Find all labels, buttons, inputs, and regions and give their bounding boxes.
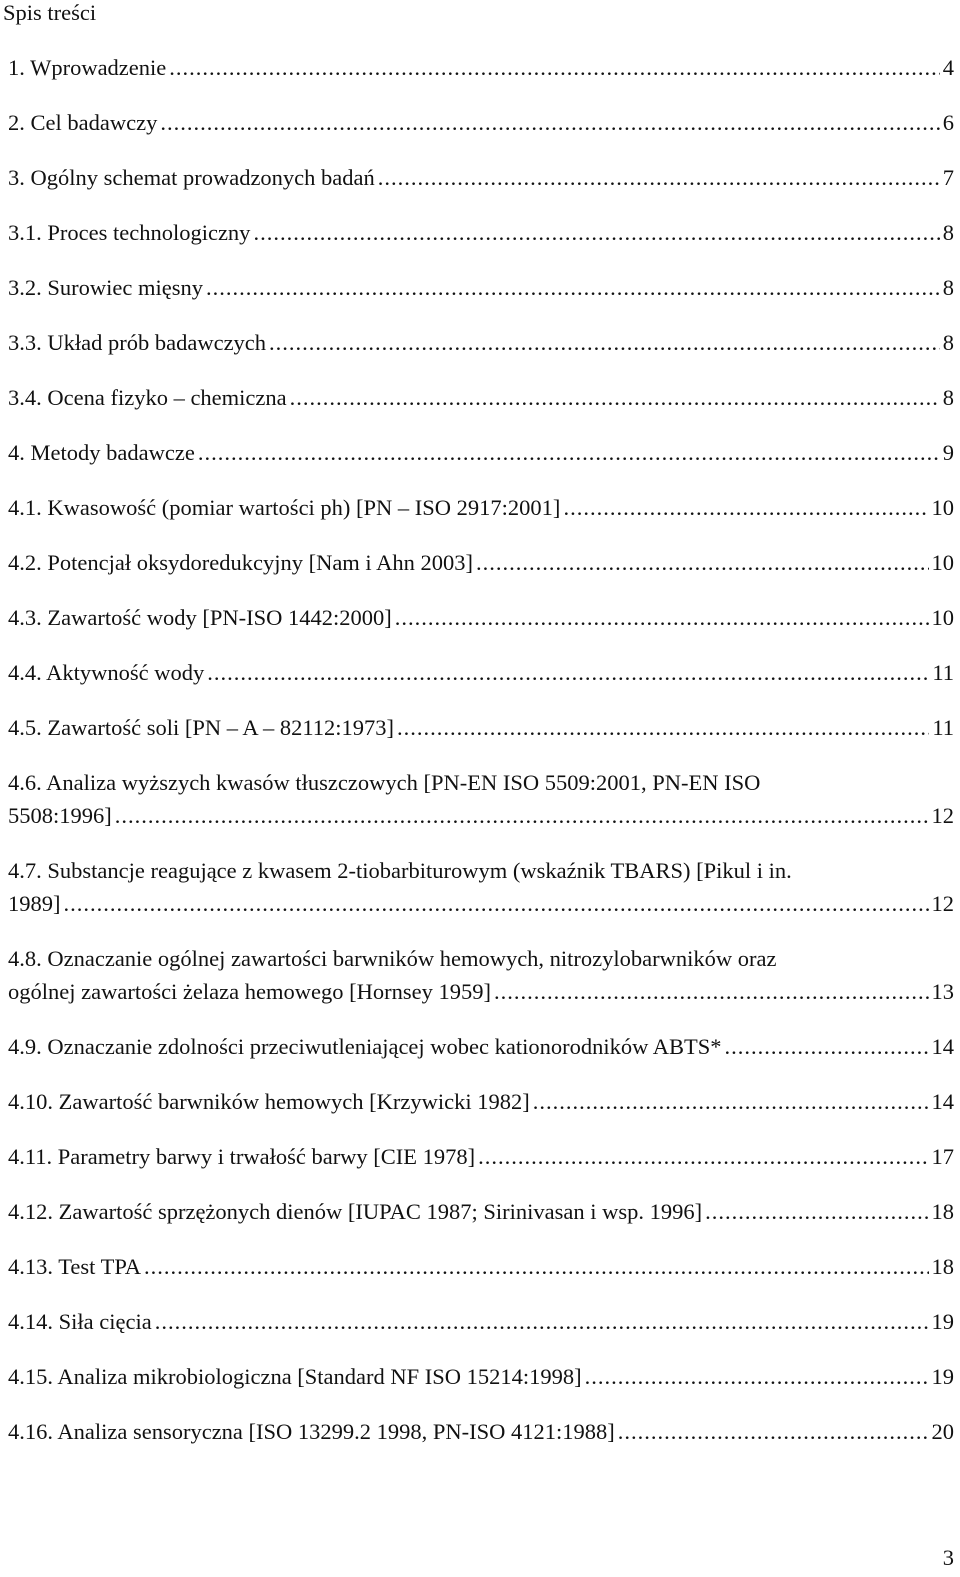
toc-entry-title: 4.11. Parametry barwy i trwałość barwy [CIE 1978] (8, 1144, 476, 1169)
toc-entry[interactable] (8, 491, 954, 524)
toc-entry[interactable] (8, 51, 954, 84)
toc-entry-page: 12 (931, 891, 954, 916)
toc-entry-title: 4. Metody badawcze (8, 440, 195, 465)
toc-entry-line (8, 1250, 954, 1283)
toc-entry-line (8, 491, 954, 524)
toc-list (8, 51, 954, 1470)
toc-heading: Spis treści (3, 0, 97, 25)
toc-entry[interactable] (8, 271, 954, 304)
toc-entry-title-line: 4.6. Analiza wyższych kwasów tłuszczowych [PN-EN ISO 5509:2001, PN-EN ISO (8, 770, 761, 795)
toc-entry-title: 4.12. Zawartość sprzężonych dienów [IUPAC 1987; Sirinivasan i wsp. 1996] (8, 1199, 703, 1224)
toc-entry-page: 10 (931, 550, 954, 575)
toc-entry-title: 4.9. Oznaczanie zdolności przeciwutleniającej wobec kationorodników ABTS* (8, 1034, 722, 1059)
toc-entry-title: 4.13. Test TPA (8, 1254, 142, 1279)
toc-entry-page: 13 (931, 979, 954, 1004)
toc-entry-line (8, 381, 954, 414)
toc-entry-line (8, 1195, 954, 1228)
toc-dot-leader (160, 106, 939, 139)
toc-entry[interactable] (8, 1415, 954, 1448)
toc-entry-page: 8 (942, 275, 954, 300)
toc-dot-leader (253, 216, 939, 249)
toc-entry-line (8, 161, 954, 194)
toc-entry-page: 20 (931, 1419, 954, 1444)
toc-entry-line (8, 216, 954, 249)
toc-entry-page: 11 (932, 660, 954, 685)
toc-entry-page: 4 (942, 55, 954, 80)
toc-entry-line (8, 51, 954, 84)
toc-entry-line (8, 271, 954, 304)
toc-entry-title: 3.4. Ocena fizyko – chemiczna (8, 385, 287, 410)
toc-entry-line (8, 546, 954, 579)
toc-entry-page: 19 (931, 1364, 954, 1389)
toc-entry[interactable] (8, 546, 954, 579)
toc-entry-line (8, 436, 954, 469)
toc-entry-page: 8 (942, 220, 954, 245)
toc-entry-page: 12 (931, 803, 954, 828)
toc-entry[interactable] (8, 1195, 954, 1228)
toc-entry-line (8, 1360, 954, 1393)
toc-entry-title: 3.1. Proces technologiczny (8, 220, 251, 245)
toc-dot-leader (725, 1030, 929, 1063)
toc-entry-title: 1989] (8, 891, 61, 916)
toc-dot-leader (144, 1250, 928, 1283)
toc-dot-leader (269, 326, 940, 359)
toc-entry-line (8, 975, 954, 1008)
toc-dot-leader (198, 436, 940, 469)
toc-entry[interactable] (8, 1085, 954, 1118)
toc-entry-title: 4.3. Zawartość wody [PN-ISO 1442:2000] (8, 605, 392, 630)
toc-entry[interactable] (8, 1030, 954, 1063)
toc-entry-title: 4.5. Zawartość soli [PN – A – 82112:1973] (8, 715, 395, 740)
toc-entry-line (8, 887, 954, 920)
page-number: 3 (942, 1545, 954, 1570)
toc-dot-leader (563, 491, 928, 524)
toc-entry-line (8, 799, 954, 832)
toc-entry-title: 4.1. Kwasowość (pomiar wartości ph) [PN – ISO 2917:2001] (8, 495, 561, 520)
toc-dot-leader (705, 1195, 928, 1228)
toc-entry-title: 4.16. Analiza sensoryczna [ISO 13299.2 1998, PN-ISO 4121:1988] (8, 1419, 615, 1444)
toc-entry[interactable] (8, 601, 954, 634)
toc-entry-page: 19 (931, 1309, 954, 1334)
toc-entry[interactable] (8, 1360, 954, 1393)
toc-entry-line (8, 1305, 954, 1338)
toc-dot-leader (533, 1085, 929, 1118)
toc-entry-page: 8 (942, 385, 954, 410)
toc-dot-leader (476, 546, 929, 579)
toc-entry-line (8, 711, 954, 744)
toc-entry-title-line: 4.8. Oznaczanie ogólnej zawartości barwników hemowych, nitrozylobarwników oraz (8, 946, 777, 971)
toc-entry-title: 3.2. Surowiec mięsny (8, 275, 203, 300)
toc-entry[interactable] (8, 381, 954, 414)
toc-entry-page: 18 (931, 1199, 954, 1224)
toc-entry[interactable] (8, 326, 954, 359)
toc-entry[interactable] (8, 854, 954, 920)
toc-entry-page: 8 (942, 330, 954, 355)
toc-entry-title: ogólnej zawartości żelaza hemowego [Hornsey 1959] (8, 979, 491, 1004)
toc-entry[interactable] (8, 436, 954, 469)
toc-entry-title: 4.2. Potencjał oksydoredukcyjny [Nam i Ahn 2003] (8, 550, 473, 575)
toc-entry[interactable] (8, 1140, 954, 1173)
toc-dot-leader (207, 656, 929, 689)
toc-entry-page: 17 (931, 1144, 954, 1169)
toc-entry-page: 10 (931, 605, 954, 630)
toc-entry-page: 18 (931, 1254, 954, 1279)
toc-dot-leader (618, 1415, 929, 1448)
toc-entry-line (8, 1030, 954, 1063)
toc-dot-leader (290, 381, 940, 414)
toc-entry-page: 6 (942, 110, 954, 135)
toc-entry-page: 11 (932, 715, 954, 740)
toc-entry[interactable] (8, 1250, 954, 1283)
toc-dot-leader (155, 1305, 929, 1338)
toc-entry-title: 1. Wprowadzenie (8, 55, 167, 80)
toc-entry-title: 4.10. Zawartość barwników hemowych [Krzywicki 1982] (8, 1089, 530, 1114)
toc-dot-leader (494, 975, 929, 1008)
toc-entry[interactable] (8, 216, 954, 249)
toc-dot-leader (585, 1360, 929, 1393)
toc-entry-page: 7 (942, 165, 954, 190)
toc-entry-title: 4.14. Siła cięcia (8, 1309, 152, 1334)
toc-entry[interactable] (8, 656, 954, 689)
toc-entry-page: 10 (931, 495, 954, 520)
toc-entry-line (8, 1140, 954, 1173)
toc-entry-title: 4.4. Aktywność wody (8, 660, 205, 685)
toc-entry[interactable] (8, 161, 954, 194)
toc-dot-leader (115, 799, 929, 832)
toc-dot-leader (478, 1140, 928, 1173)
toc-entry[interactable] (8, 942, 954, 1008)
toc-entry-title: 4.15. Analiza mikrobiologiczna [Standard NF ISO 15214:1998] (8, 1364, 582, 1389)
toc-entry[interactable] (8, 1305, 954, 1338)
toc-entry[interactable] (8, 766, 954, 832)
toc-entry-line (8, 1085, 954, 1118)
toc-entry-title: 5508:1996] (8, 803, 112, 828)
toc-entry-page: 14 (931, 1089, 954, 1114)
toc-entry-line (8, 656, 954, 689)
toc-dot-leader (397, 711, 929, 744)
toc-dot-leader (378, 161, 940, 194)
toc-entry-title: 3.3. Układ prób badawczych (8, 330, 267, 355)
toc-entry-line (8, 106, 954, 139)
toc-dot-leader (64, 887, 929, 920)
toc-dot-leader (395, 601, 929, 634)
toc-entry[interactable] (8, 106, 954, 139)
toc-entry-title-line: 4.7. Substancje reagujące z kwasem 2-tiobarbiturowym (wskaźnik TBARS) [Pikul i in. (8, 858, 792, 883)
toc-dot-leader (206, 271, 940, 304)
toc-entry-line (8, 601, 954, 634)
toc-entry-page: 9 (942, 440, 954, 465)
toc-entry-title: 2. Cel badawczy (8, 110, 158, 135)
toc-entry-title: 3. Ogólny schemat prowadzonych badań (8, 165, 375, 190)
toc-dot-leader (169, 51, 939, 84)
toc-entry-line (8, 326, 954, 359)
toc-entry[interactable] (8, 711, 954, 744)
toc-entry-page: 14 (931, 1034, 954, 1059)
toc-entry-line (8, 1415, 954, 1448)
